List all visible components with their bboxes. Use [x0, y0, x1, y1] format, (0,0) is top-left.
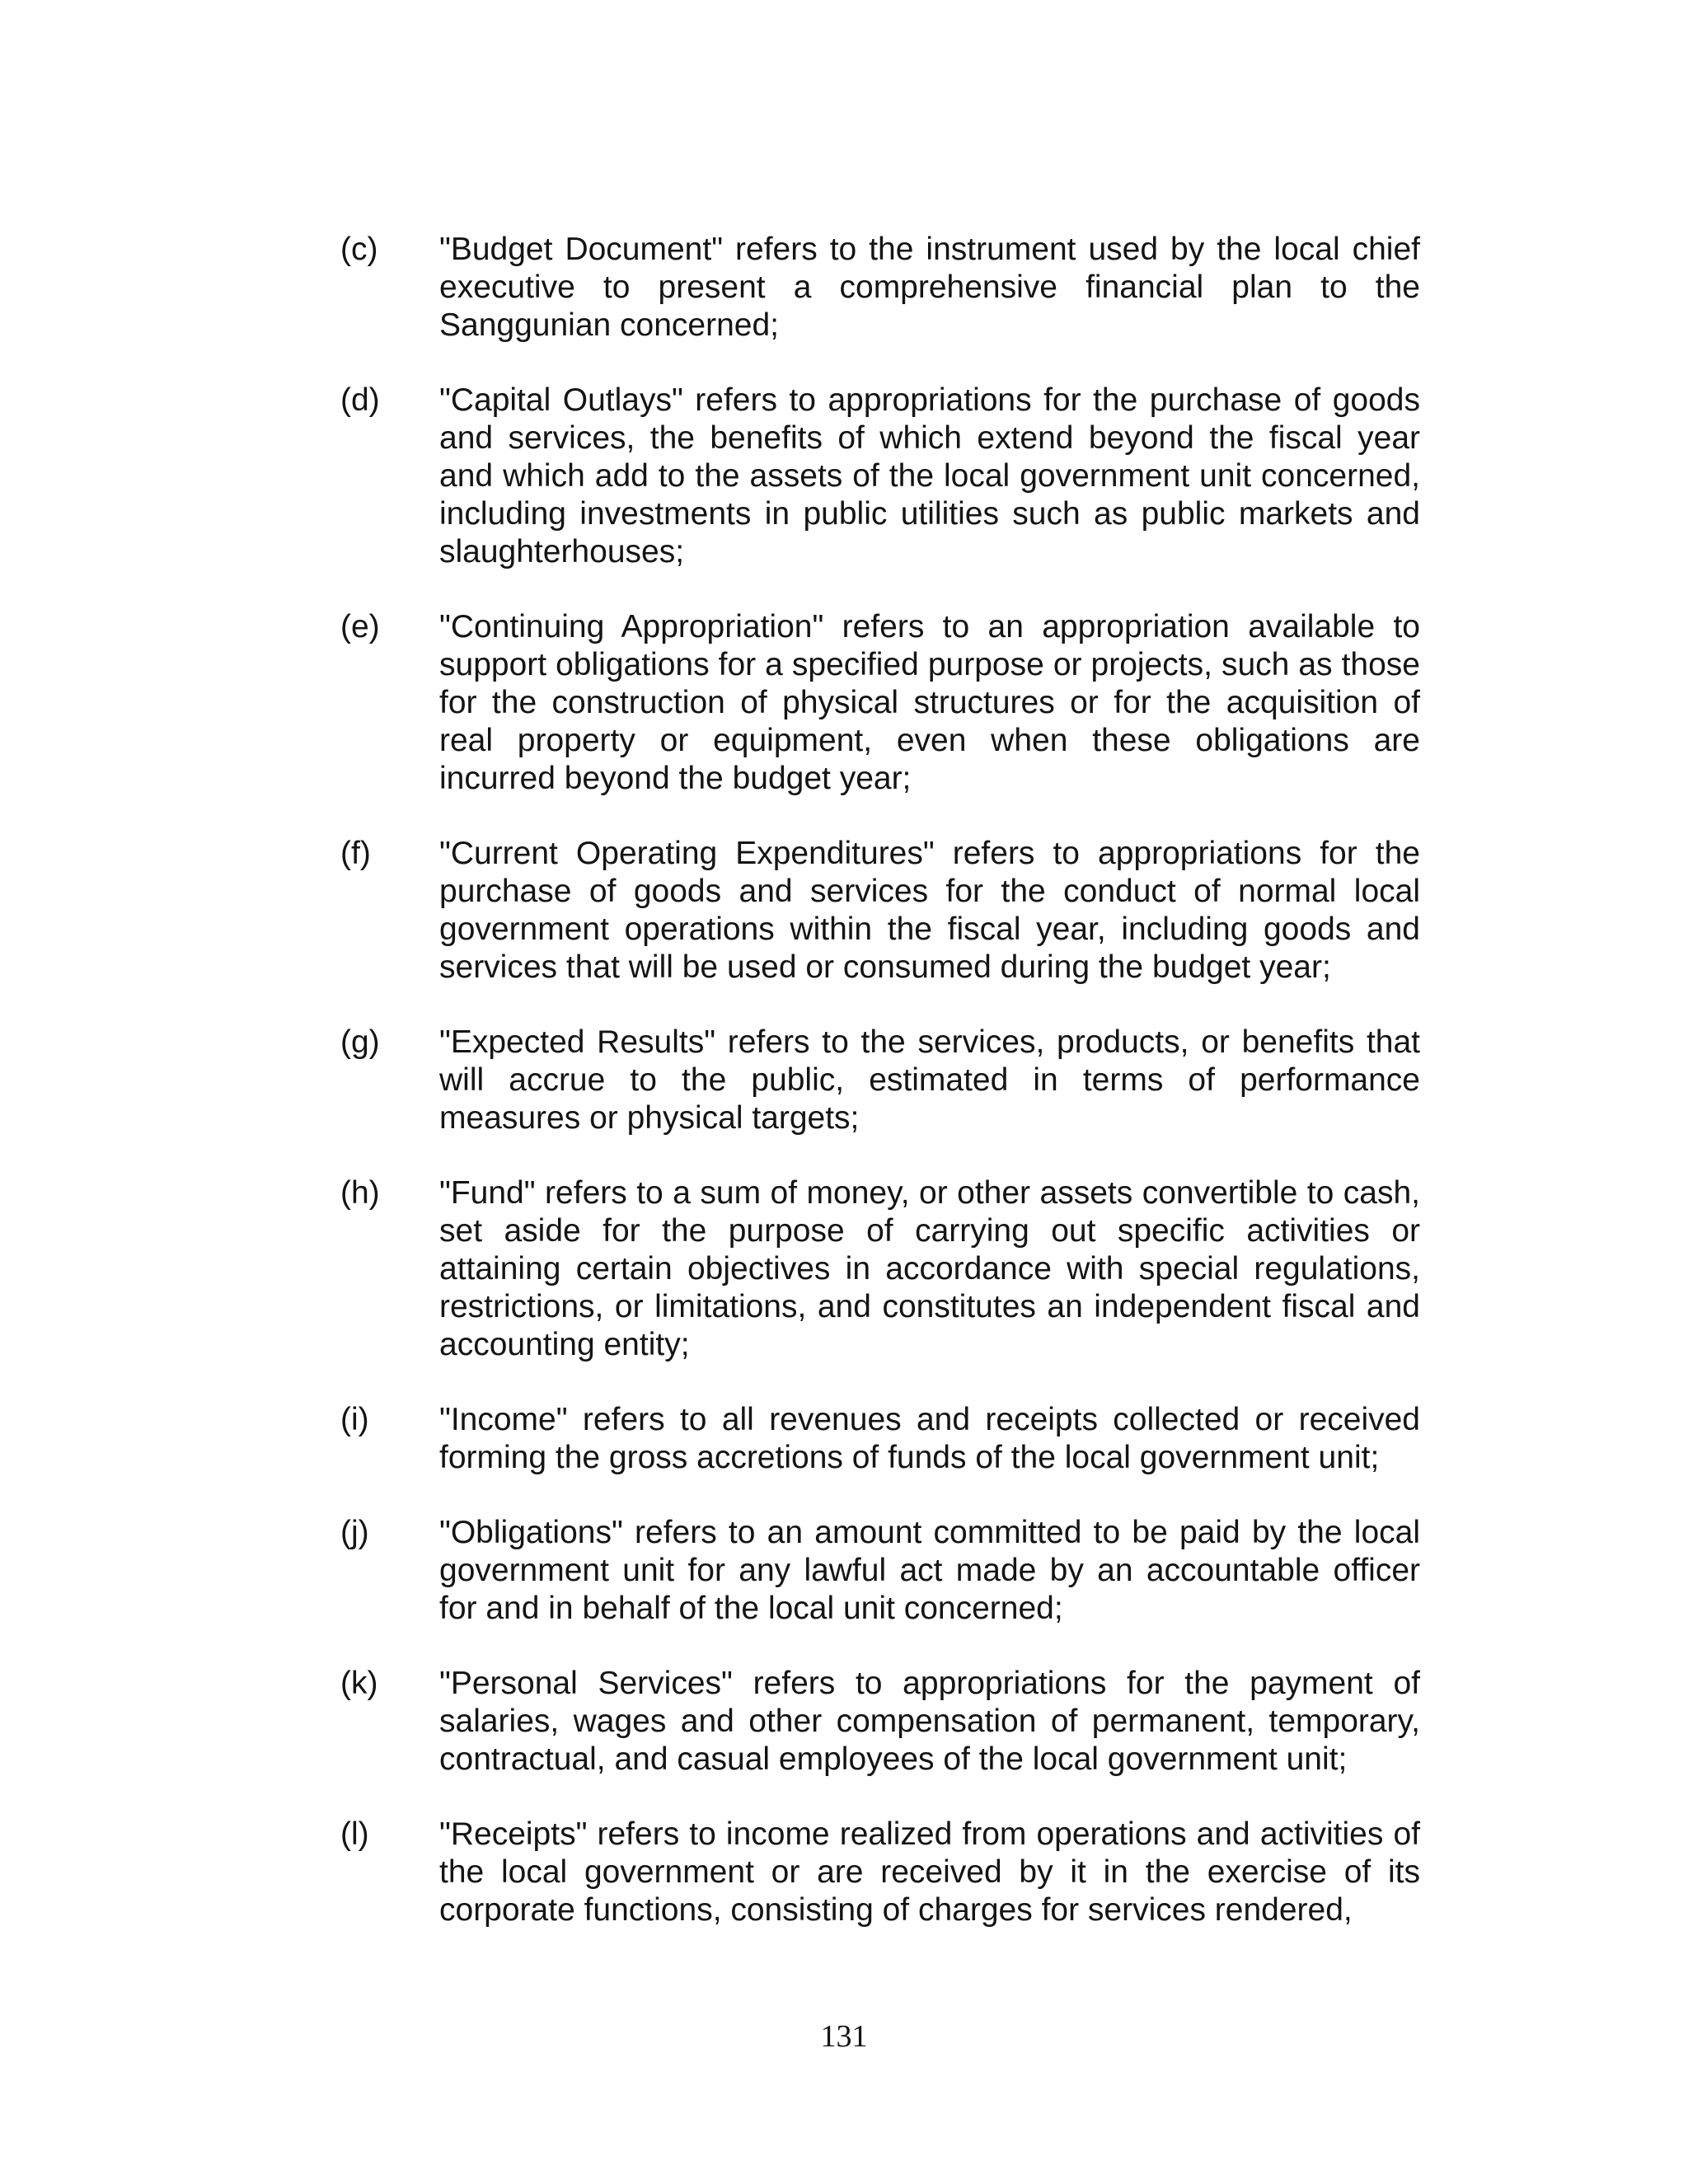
item-text: "Current Operating Expenditures" refers to appropriations for the purchase of goods and services for the conduct of normal local government operations within the fiscal year, including goods and services that will be used or consumed during the budget year; [439, 836, 1420, 985]
definition-item [340, 835, 1420, 987]
item-text: "Receipts" refers to income realized from operations and activities of the local government or are received by it in the exercise of its corporate functions, consisting of charges for services rendered, [439, 1816, 1420, 1928]
item-text: "Personal Services" refers to appropriations for the payment of salaries, wages and other compensation of permanent, temporary, contractual, and casual employees of the local government unit; [439, 1666, 1420, 1777]
item-letter: (c) [340, 232, 378, 267]
definition-item [340, 1401, 1420, 1477]
definition-item [340, 382, 1420, 571]
definition-item [340, 1174, 1420, 1364]
definition-item [340, 1816, 1420, 1929]
item-letter: (i) [340, 1402, 369, 1437]
item-text: "Continuing Appropriation" refers to an appropriation available to support obligations for a specified purpose or projects, such as those for the construction of physical structures or for the acquisition of real property or equipment, even when these obligations are incurred beyond the budget year; [439, 609, 1420, 796]
item-letter: (l) [340, 1816, 369, 1852]
item-letter: (h) [340, 1175, 380, 1211]
page-number: 131 [820, 2019, 868, 2054]
item-text: "Obligations" refers to an amount committed to be paid by the local government unit for any lawful act made by an accountable officer for and in behalf of the local unit concerned; [439, 1515, 1420, 1626]
item-text: "Fund" refers to a sum of money, or other assets convertible to cash, set aside for the purpose of carrying out specific activities or attaining certain objectives in accordance with special regulations, restrictions, or limitations, and constitutes an independent fiscal and accounting entity; [439, 1175, 1420, 1362]
item-letter: (f) [340, 836, 371, 871]
item-text: "Budget Document" refers to the instrument used by the local chief executive to present a comprehensive financial plan to the Sanggunian concerned; [439, 232, 1420, 343]
definition-item [340, 1665, 1420, 1779]
definition-item [340, 1024, 1420, 1137]
item-text: "Capital Outlays" refers to appropriations for the purchase of goods and services, the benefits of which extend beyond the fiscal year and which add to the assets of the local government unit concerned, including investments in public utilities such as public markets and slaughterhouses; [439, 382, 1420, 569]
definition-item [340, 1514, 1420, 1628]
item-letter: (j) [340, 1515, 369, 1550]
item-letter: (d) [340, 382, 380, 418]
item-text: "Expected Results" refers to the services, products, or benefits that will accrue to the public, estimated in terms of performance measures or physical targets; [439, 1024, 1420, 1136]
item-letter: (g) [340, 1024, 380, 1060]
item-letter: (k) [340, 1666, 378, 1701]
item-letter: (e) [340, 609, 380, 644]
definitions-list [340, 231, 1420, 1966]
definition-item [340, 231, 1420, 344]
definition-item [340, 608, 1420, 798]
item-text: "Income" refers to all revenues and receipts collected or received forming the gross accretions of funds of the local government unit; [439, 1402, 1420, 1475]
